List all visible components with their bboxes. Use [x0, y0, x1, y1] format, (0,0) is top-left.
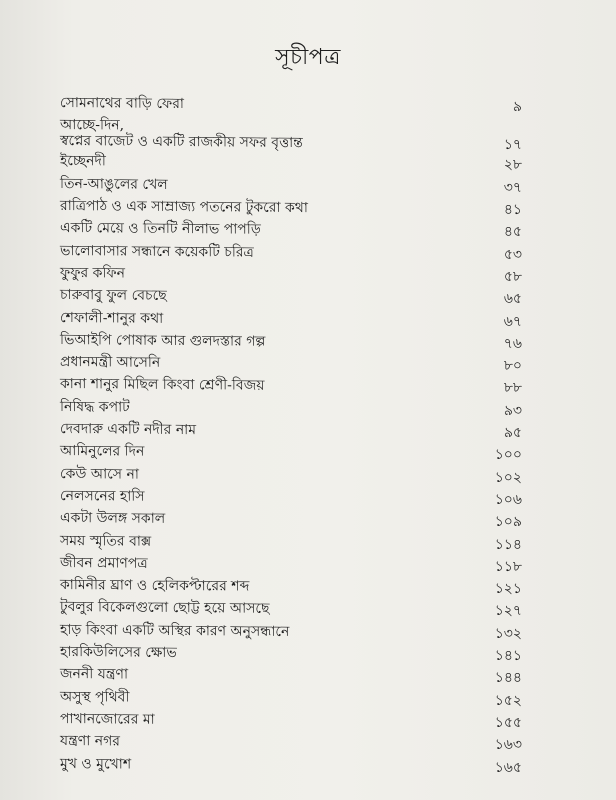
- toc-entry-page-number: ১৩২: [494, 625, 522, 642]
- toc-entry-page-number: ১৭: [503, 137, 522, 154]
- toc-entry-title: একটা উলঙ্গ সকাল: [60, 510, 166, 528]
- toc-entry-title: কানা শানুর মিছিল কিংবা শ্রেণী-বিজয়: [60, 376, 265, 395]
- toc-entry-page-number: ২৮: [503, 157, 522, 174]
- toc-entry-page-number: ৬৫: [503, 291, 522, 308]
- toc-entry-title: নিষিদ্ধ কপাট: [60, 398, 130, 416]
- toc-entry-page-number: ১৪১: [494, 647, 522, 665]
- toc-entry-page-number: ৯৩: [503, 402, 522, 419]
- toc-entry-page-number: ১৫৫: [494, 714, 522, 731]
- toc-entry-title: [60, 117, 303, 151]
- toc-entry-title: হারকিউলিসের ক্ষোভ: [60, 643, 177, 662]
- toc-entry-page-number: ৮০: [503, 358, 522, 375]
- toc-entry: [60, 117, 522, 153]
- toc-entry-title: আমিনুলের দিন: [60, 443, 145, 461]
- toc-entry-page-number: ১৫২: [494, 692, 522, 709]
- toc-entry-title: প্রধানমন্ত্রী আসেনি: [60, 354, 161, 372]
- toc-entry-title: জীবন প্রমাণপত্র: [60, 554, 148, 572]
- toc-entry-page-number: ৪৫: [503, 224, 522, 241]
- page-title: সূচীপত্র: [275, 45, 341, 70]
- toc-entry-page-number: ১৬৫: [494, 759, 522, 776]
- toc-entry-title-line: আচ্ছে-দিন,: [60, 117, 125, 134]
- toc-entry-title: অসুস্থ পৃথিবী: [60, 688, 130, 706]
- toc-entry: [60, 733, 522, 759]
- toc-entry-title: তিন-আঙুলের খেল: [60, 175, 168, 193]
- toc-entry-title: যন্ত্রণা নগর: [60, 733, 120, 750]
- toc-entry-title: ফুফুর কফিন: [60, 264, 126, 282]
- toc-entry-title: কেউ আসে না: [60, 465, 139, 483]
- toc-entry-title: ভিআইপি পোষাক আর গুলদস্তার গল্প: [60, 331, 266, 350]
- toc-entry-page-number: ১১৮: [494, 558, 522, 575]
- toc-entry-page-number: ৯৫: [503, 424, 522, 442]
- toc-entry-page-number: ১০২: [494, 469, 522, 486]
- toc-entry-page-number: ১০০: [494, 447, 522, 464]
- toc-entry-page-number: ৫৮: [503, 268, 522, 285]
- toc-entry-page-number: ৯: [512, 98, 522, 116]
- toc-entry-title: কামিনীর ঘ্রাণ ও হেলিকপ্টারের শব্দ: [60, 577, 250, 595]
- toc-entry-title: শেফালী-শানুর কথা: [60, 309, 164, 327]
- toc-entry-page-number: ৩৭: [503, 179, 522, 196]
- toc-entry-title: দেবদারু একটি নদীর নাম: [60, 421, 197, 439]
- toc-entry-title: সময় স্মৃতির বাক্স: [60, 532, 152, 550]
- toc-entry-title-line: স্বপ্নের বাজেট ও একটি রাজকীয় সফর বৃত্তান্ত: [60, 133, 303, 152]
- toc-entry-page-number: ৮৮: [503, 380, 522, 397]
- toc-entry-page-number: ৫৩: [503, 246, 522, 263]
- toc-entry-title: জননী যন্ত্রণা: [60, 666, 129, 683]
- toc-entry-page-number: ১২৭: [494, 603, 522, 620]
- toc-entry-page-number: ১১৪: [494, 536, 522, 553]
- toc-entry-page-number: ১২১: [494, 580, 522, 598]
- toc-entry-page-number: ৪১: [503, 201, 522, 219]
- toc-entry-page-number: ৬৭: [503, 313, 522, 330]
- toc-entry-title: টুবলুর বিকেলগুলো ছোট্ট হয়ে আসছে: [60, 599, 270, 618]
- toc-entry-page-number: ১০৯: [494, 514, 522, 531]
- toc-entry-title: সোমনাথের বাড়ি ফেরা: [60, 94, 184, 113]
- toc-entry-title: মুখ ও মুখোশ: [60, 755, 132, 773]
- toc-entry-title: ইচ্ছেনদী: [60, 153, 106, 170]
- toc-entry-title: নেলসনের হাসি: [60, 487, 145, 505]
- toc-entry: [60, 755, 522, 781]
- toc-entry-page-number: ৭৬: [503, 335, 522, 352]
- toc-entry-title: একটি মেয়ে ও তিনটি নীলাভ পাপড়ি: [60, 220, 261, 239]
- toc-entry-page-number: ১৪৪: [494, 670, 522, 687]
- toc-entry-title: ভালোবাসার সন্ধানে কয়েকটি চরিত্র: [60, 242, 254, 261]
- toc-entry-page-number: ১৬৩: [494, 736, 522, 754]
- toc-entry-page-number: ১০৬: [494, 491, 522, 508]
- toc-entry-title: পাখানজোরের মা: [60, 710, 155, 728]
- toc-entry-title: হাড় কিংবা একটি অস্থির কারণ অনুসন্ধানে: [60, 621, 290, 640]
- toc-entry-title: চারুবাবু ফুল বেচছে: [60, 287, 167, 305]
- toc-entry-title: রাত্রিপাঠ ও এক সাম্রাজ্য পতনের টুকরো কথা: [60, 198, 308, 217]
- table-of-contents: [60, 94, 522, 780]
